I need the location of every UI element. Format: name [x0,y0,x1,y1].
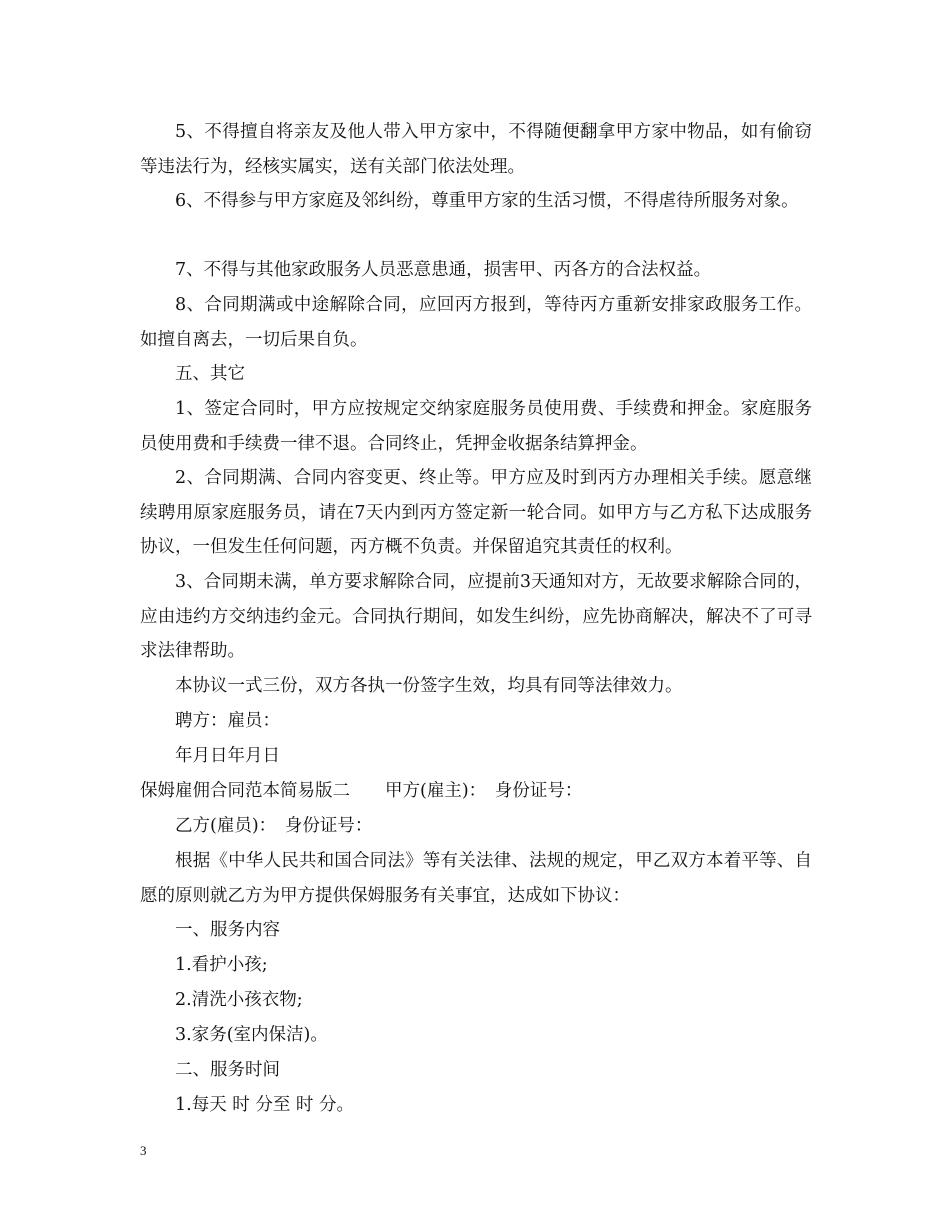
section-heading-service-time: 二、服务时间 [175,1060,280,1080]
party-b-line: 乙方(雇员)： 身份证号： [175,816,373,836]
paragraph-clause-1: 1、签定合同时，甲方应按规定交纳家庭服务员使用费、手续费和押金。家庭服务员使用费和手续费一律不退。合同终止，凭押金收据条结算押金。 [140,399,812,454]
section-heading-service-content: 一、服务内容 [175,920,280,940]
page-number: 3 [140,1143,147,1158]
paragraph-item-5: 5、不得擅自将亲友及他人带入甲方家中，不得随便翻拿甲方家中物品，如有偷窃等违法行为，经核实属实，送有关部门依法处理。 [140,122,812,177]
section-heading-others: 五、其它 [175,364,245,384]
contract-preamble: 根据《中华人民共和国合同法》等有关法律、法规的规定，甲乙双方本着平等、自愿的原则就乙方为甲方提供保姆服务有关事宜，达成如下协议： [140,851,812,906]
signature-parties-line: 聘方：雇员： [175,711,280,731]
paragraph-clause-2: 2、合同期满、合同内容变更、终止等。甲方应及时到丙方办理相关手续。愿意继续聘用原家庭服务员，请在7天内到丙方签定新一轮合同。如甲方与乙方私下达成服务协议，一但发生任何问题，丙方概不负责。并保留追究其责任的权利。 [140,468,812,557]
paragraph-clause-3: 3、合同期未满，单方要求解除合同，应提前3天通知对方，无故要求解除合同的，应由违约方交纳违约金元。合同执行期间，如发生纠纷，应先协商解决，解决不了可寻求法律帮助。 [140,572,812,661]
paragraph-item-7: 7、不得与其他家政服务人员恶意患通，损害甲、丙各方的合法权益。 [175,260,712,280]
service-item-1: 1.看护小孩; [175,955,268,975]
contract-title-line: 保姆雇佣合同范本简易版二 甲方(雇主)： 身份证号： [140,781,583,801]
signature-date-line: 年月日年月日 [175,746,280,766]
service-item-3: 3.家务(室内保洁)。 [175,1025,328,1045]
paragraph-item-6: 6、不得参与甲方家庭及邻纠纷，尊重甲方家的生活习惯，不得虐待所服务对象。 [175,191,799,211]
paragraph-item-8: 8、合同期满或中途解除合同，应回丙方报到，等待丙方重新安排家政服务工作。如擅自离去，一切后果自负。 [140,295,812,350]
service-time-item-1: 1.每天 时 分至 时 分。 [175,1095,354,1115]
service-item-2: 2.清洗小孩衣物; [175,990,303,1010]
agreement-copies-statement: 本协议一式三份，双方各执一份签字生效，均具有同等法律效力。 [175,676,683,696]
